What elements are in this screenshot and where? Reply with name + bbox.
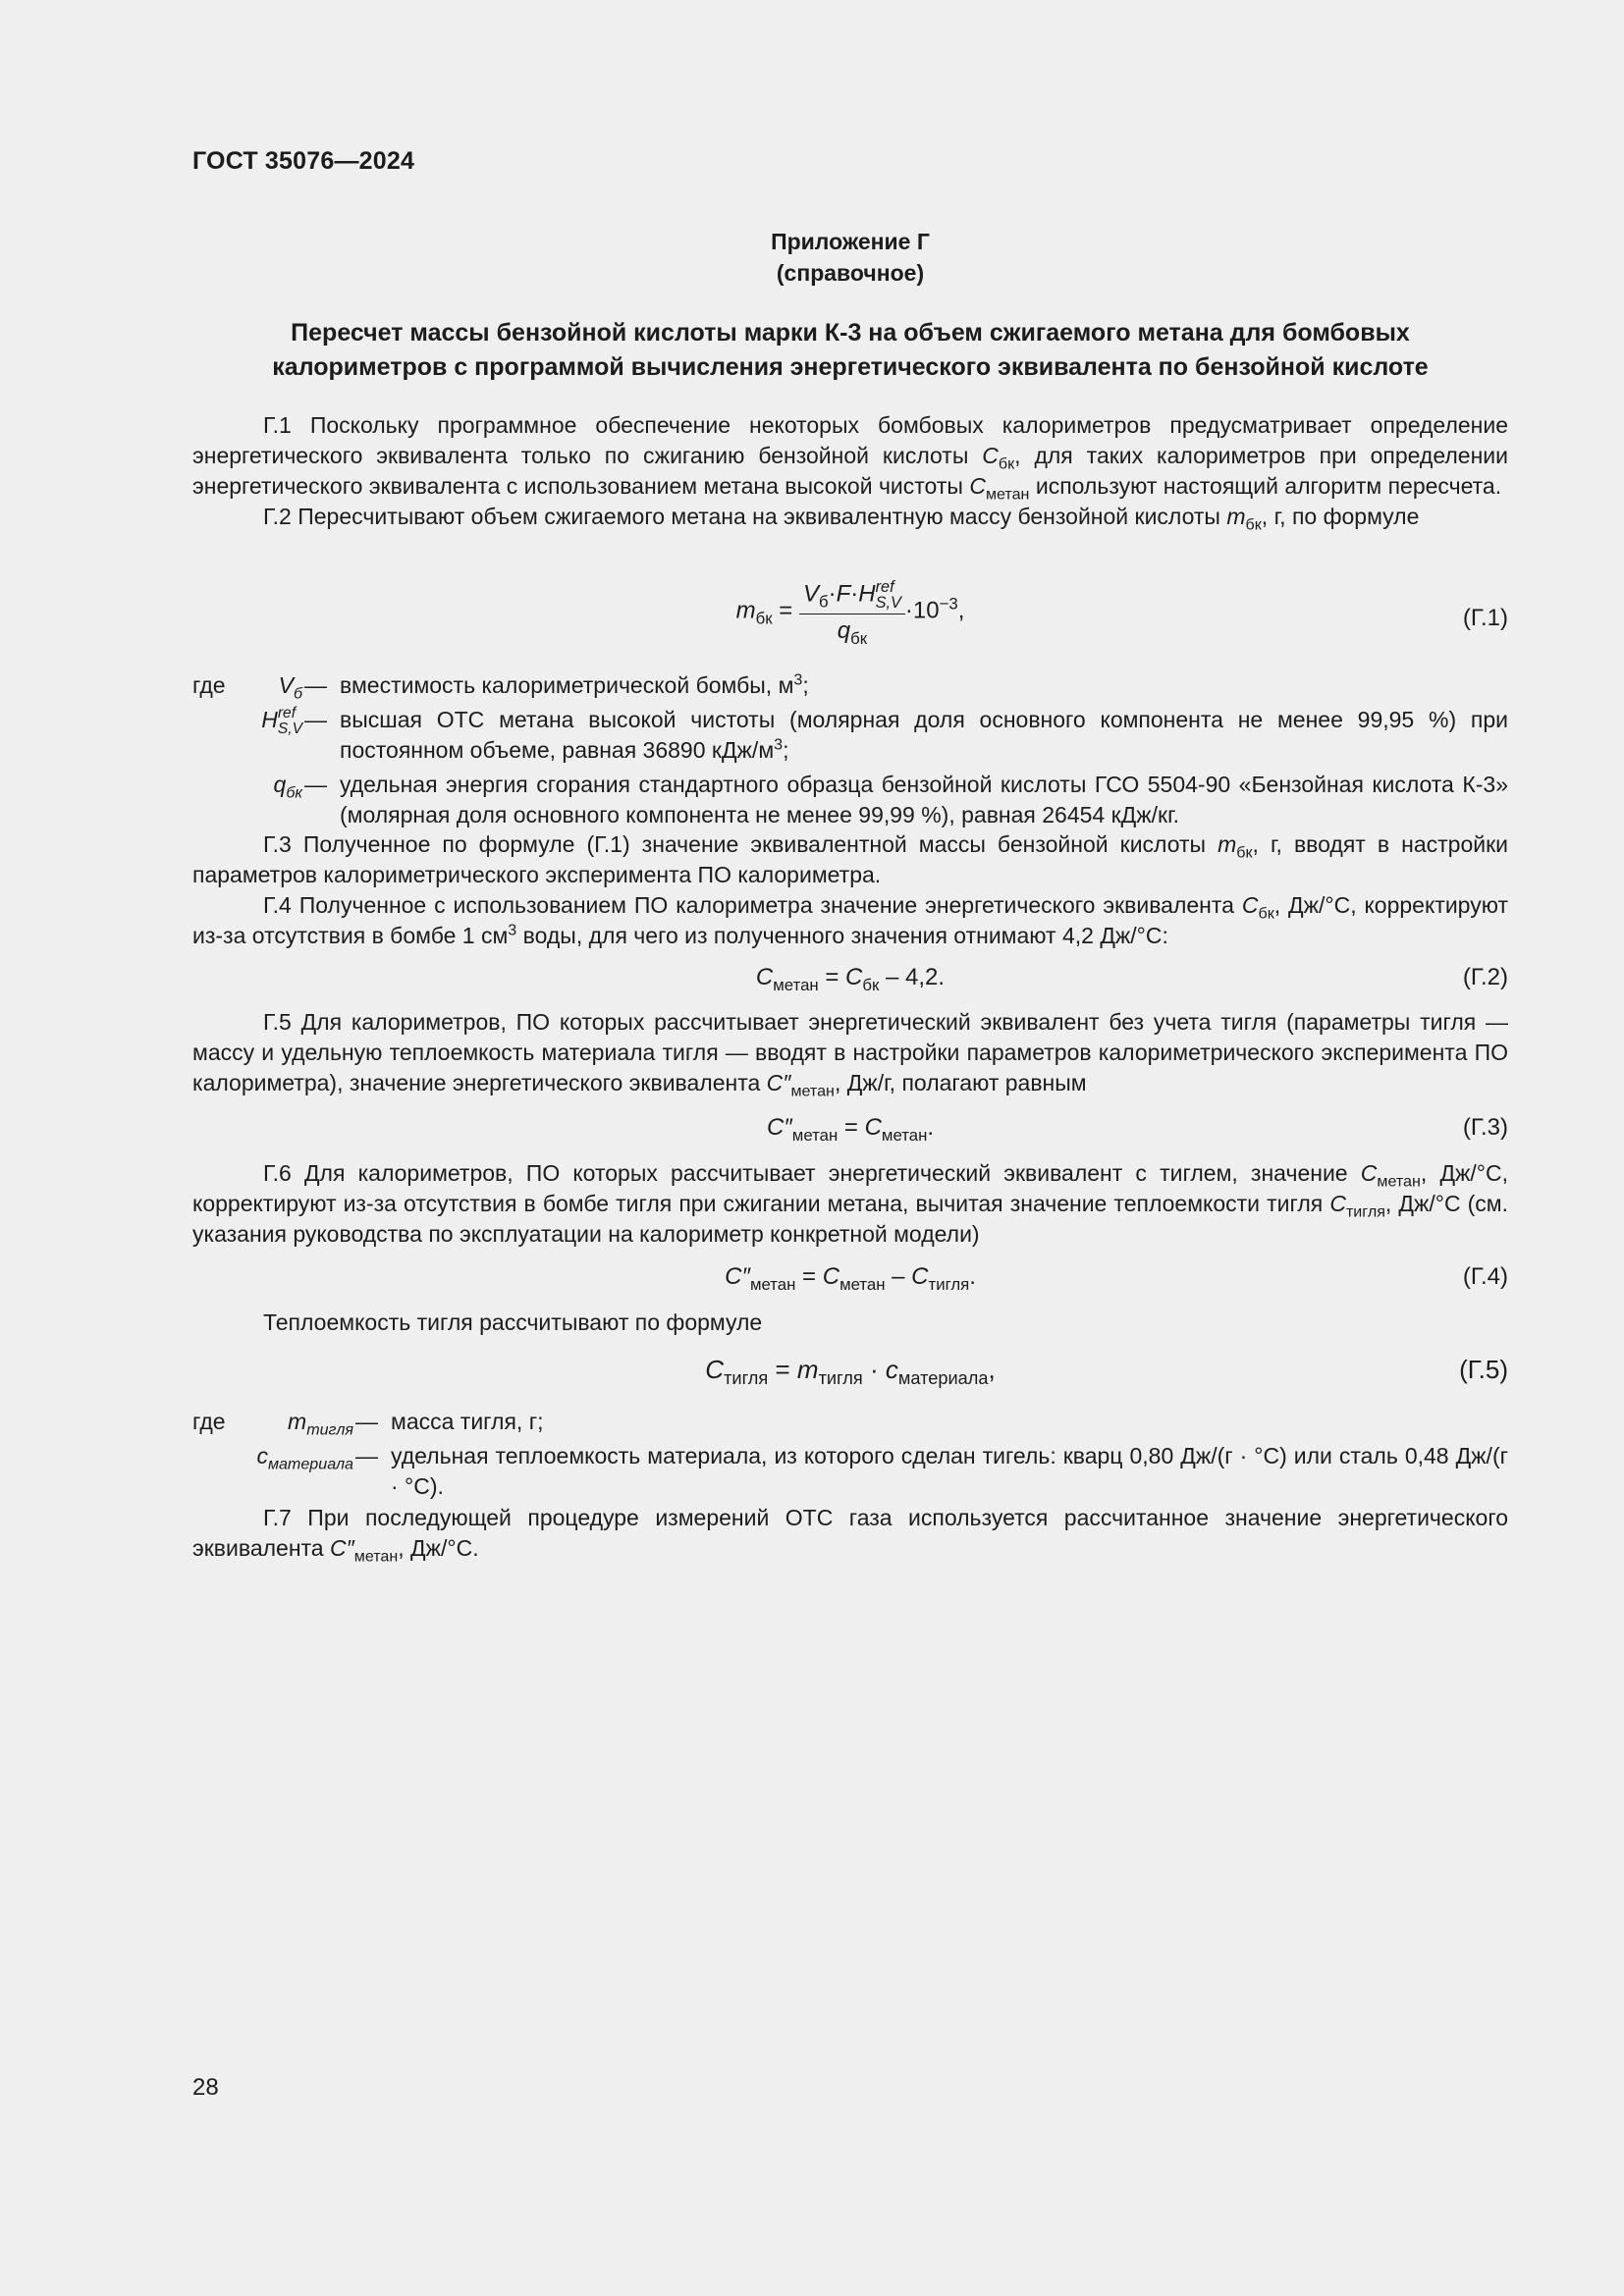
formula-g2-expression: $C_{метан} = C_{бк} - 4,2$. <box>755 964 946 994</box>
section-g5 <box>192 1007 1508 1098</box>
formula-g1 <box>192 579 1508 658</box>
appendix-main-title <box>192 316 1508 385</box>
formula-g1-expression: $m_{бк}$ = $V_б\cdot F\cdot H$ ref S,V $q_{бк}$ $\cdot 10^{-3}$, <box>735 578 965 648</box>
formula-g1-number: (Г.1) <box>1462 605 1508 631</box>
paragraph-g3: Г.3 Полученное по формуле (Г.1) значение эквивалентной массы бензойной кислоты $m_{бк}$, г, вводят в настройки параметров калориметрического эксперимента ПО калориметра. <box>192 831 1508 887</box>
formula-g5-expression: $C_{тигля} = m_{тигля} \cdot c_{материала}$, <box>705 1355 996 1389</box>
appendix-title: Приложение Г <box>771 229 930 254</box>
appendix-subtitle: (справочное) <box>776 260 925 286</box>
paragraph-g2: Г.2 Пересчитывают объем сжигаемого метана на эквивалентную массу бензойной кислоты $m_{бк}$, г, по формуле <box>263 504 1420 534</box>
formula-g4-expression: $C''_{метан} = C_{метан} - C_{тигля}$. <box>725 1263 976 1294</box>
section-g1-g2 <box>192 410 1508 532</box>
formula-g2 <box>192 964 1508 997</box>
legend-item-specific-heat: $c_{материала}$ — удельная теплоемкость материала, из которого сделан тигель: кварц 0,80 Дж/(г · °С) или сталь 0,48 Дж/(г · °С). <box>256 1443 1508 1499</box>
formula-g3-expression: $C''_{метан} = C_{метан}$. <box>766 1114 935 1145</box>
standard-header: ГОСТ 35076—2024 <box>192 147 415 175</box>
formula-g5-number: (Г.5) <box>1459 1355 1508 1384</box>
section-heat-capacity <box>192 1308 1508 1338</box>
legend-item-heating-value: H ref S,V — высшая ОТС метана высокой чистоты (молярная доля основного компонента не менее 99,95 %) при постоянном объеме, равная 36890 кДж/$м^3$; <box>261 705 1508 763</box>
paragraph-heat-capacity: Теплоемкость тигля рассчитывают по формуле <box>263 1309 763 1335</box>
formula-g2-number: (Г.2) <box>1462 964 1508 990</box>
legend-g1 <box>192 670 1508 834</box>
legend-where-label: где <box>192 1409 226 1434</box>
appendix-heading <box>192 226 1508 289</box>
formula-g3-number: (Г.3) <box>1462 1114 1508 1141</box>
section-g3-g4 <box>192 829 1508 951</box>
paragraph-g7: Г.7 При последующей процедуре измерений ОТС газа используется рассчитанное значение энергетического эквивалента $C''_{метан}$, Дж/°С. <box>192 1505 1508 1566</box>
legend-item-volume: где $V_б$ — вместимость калориметрической бомбы, $м^3$; <box>192 670 809 703</box>
formula-g5 <box>192 1355 1508 1390</box>
formula-g1-fraction: $V_б\cdot F\cdot H$ ref S,V $q_{бк}$ <box>799 579 905 645</box>
legend-where-label: где <box>192 672 226 698</box>
formula-g3 <box>192 1114 1508 1148</box>
section-g6 <box>192 1158 1508 1250</box>
paragraph-g5: Г.5 Для калориметров, ПО которых рассчитывает энергетический эквивалент без учета тигля (параметры тигля — массу и удельную теплоемкость материала тигля — вводят в настройки параметров калориметрического эксперимента ПО калориметра), значение энергетического эквивалента $C''_{метан}$, Дж/г, полагают равным <box>192 1009 1508 1100</box>
legend-item-crucible-mass: где $m_{тигля}$ — масса тигля, г; <box>192 1409 544 1439</box>
paragraph-g1: Г.1 Поскольку программное обеспечение некоторых бомбовых калориметров предусматривает определение энергетического эквивалента только по сжиганию бензойной кислоты $C_{бк}$, для таких калориметров при определении энергетического эквивалента с использованием метана высокой чистоты $C_{метан}$ используют настоящий алгоритм пересчета. <box>192 412 1508 504</box>
section-g7 <box>192 1503 1508 1564</box>
title-line-2: калориметров с программой вычисления энергетического эквивалента по бензойной кислоте <box>272 353 1429 381</box>
legend-g5 <box>192 1407 1508 1506</box>
page-number: 28 <box>192 2074 219 2101</box>
paragraph-g4: Г.4 Полученное с использованием ПО калориметра значение энергетического эквивалента $C_{бк}$, Дж/°С, корректируют из-за отсутствия в бомбе 1 $см^3$ воды, для чего из полученного значения отнимают 4,2 Дж/°С: <box>192 892 1508 948</box>
legend-item-specific-energy: $q_{бк}$ — удельная энергия сгорания стандартного образца бензойной кислоты ГСО 5504-90 «Бензойная кислота К-3» (молярная доля основного компонента не менее 99,99 %), равная 26454 кДж/кг. <box>273 772 1508 828</box>
paragraph-g6: Г.6 Для калориметров, ПО которых рассчитывает энергетический эквивалент с тиглем, значение $C_{метан}$, Дж/°С, корректируют из-за отсутствия в бомбе тигля при сжигании метана, вычитая значение теплоемкости тигля $C_{тигля}$, Дж/°С (см. указания руководства по эксплуатации на калориметр конкретной модели) <box>192 1160 1508 1247</box>
title-line-1: Пересчет массы бензойной кислоты марки К-3 на объем сжигаемого метана для бомбовых <box>291 319 1410 347</box>
formula-g4 <box>192 1263 1508 1297</box>
formula-g4-number: (Г.4) <box>1462 1263 1508 1290</box>
